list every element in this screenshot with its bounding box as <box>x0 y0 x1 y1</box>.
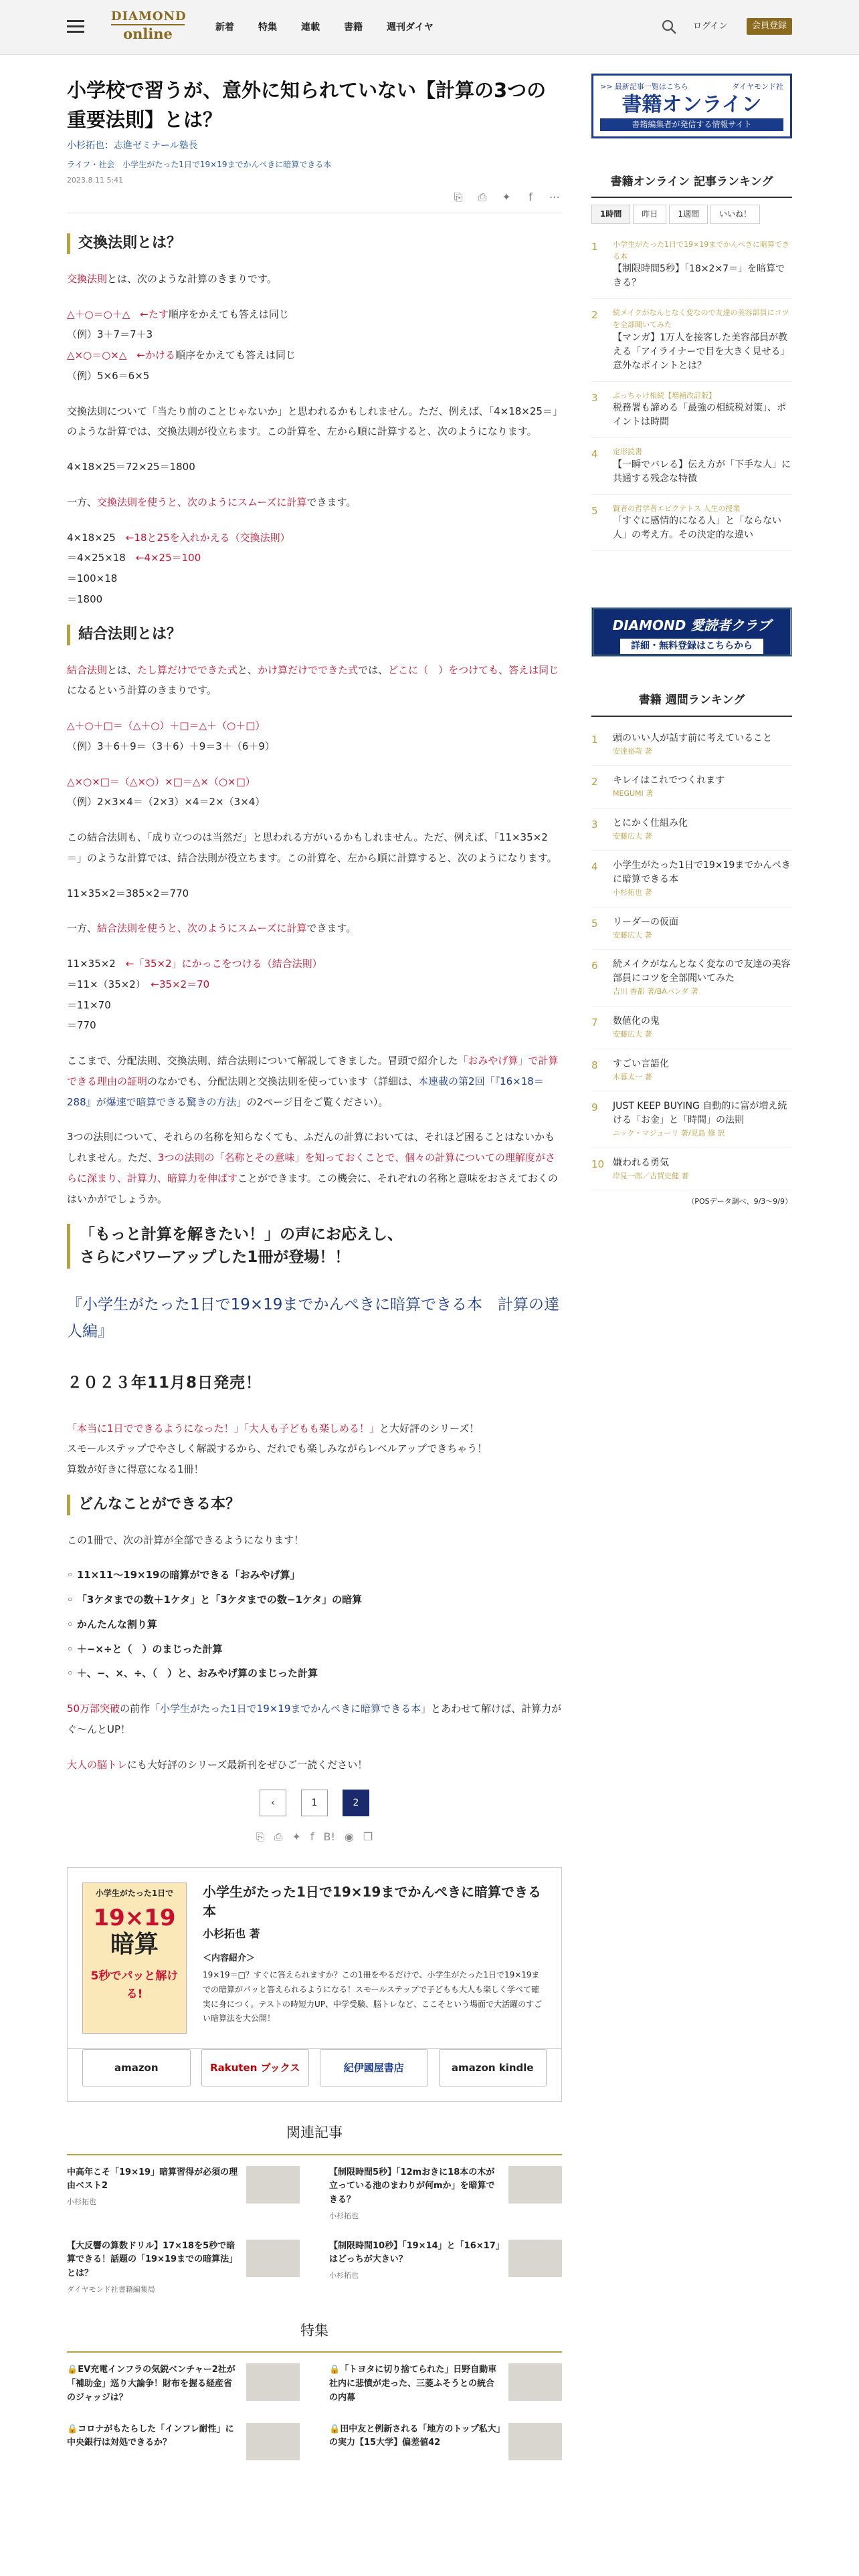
lock-icon: 🔒 <box>67 2424 78 2434</box>
article <box>67 76 562 2460</box>
rank-number: 9 <box>591 1101 598 1114</box>
book-title[interactable]: 小学生がたった1日で19×19までかんぺきに暗算できる本 <box>203 1883 541 1919</box>
book-info <box>203 1883 547 2034</box>
rank-number: 7 <box>591 1016 598 1029</box>
book-ranking-item[interactable] <box>591 907 792 950</box>
para: 結合法則とは、たし算だけでできた式と、かけ算だけでできた式では、どこに（ ）をつけても、答えは同じになるという計算のきまりです。 <box>67 663 559 697</box>
hatena-icon[interactable]: B! <box>323 1830 335 1844</box>
book-author: 安藤広大 著 <box>613 831 652 841</box>
ranking-item[interactable] <box>591 299 792 381</box>
rank-number: 5 <box>591 917 598 930</box>
heading-what: どんなことができる本？ <box>67 1495 562 1515</box>
rank-number: 3 <box>591 391 598 404</box>
book-title[interactable]: すごい言語化 <box>613 1058 669 1069</box>
related-item[interactable]: 中高年こそ「19×19」暗算習得が必須の理由ベスト2 小杉拓也 <box>67 2166 300 2222</box>
rank-title[interactable]: 【一瞬でバレる】伝え方が「下手な人」に共通する残念な特徴 <box>613 459 791 484</box>
tab-1week[interactable]: 1週間 <box>669 205 708 224</box>
ranking-item[interactable] <box>591 495 792 552</box>
publish-date: 2023.8.11 5:41 <box>67 175 124 185</box>
rank-number: 8 <box>591 1059 598 1071</box>
book-author: 木暮太一 著 <box>613 1072 652 1081</box>
book-title[interactable]: とにかく仕組み化 <box>613 817 688 829</box>
thumbnail <box>246 2240 300 2277</box>
book-ranking-item[interactable] <box>591 950 792 1006</box>
ranking-item[interactable] <box>591 231 792 299</box>
para: 50万部突破の前作「小学生がたった1日で19×19までかんぺきに暗算できる本」とあわせて解けば、計算力がぐ〜んとUP！ <box>67 1703 562 1735</box>
facebook-icon[interactable]: f <box>310 1830 314 1844</box>
nav-books[interactable]: 書籍 <box>344 22 363 33</box>
para: 交換法則とは、次のような計算のきまりです。 <box>67 272 277 285</box>
related-item[interactable]: 【大反響の算数ドリル】17×18を5秒で暗算できる！話題の「19×19までの暗算法」とは？ ダイヤモンド社書籍編集局 <box>67 2240 300 2296</box>
book-author: 安藤広大 著 <box>613 930 652 940</box>
menu-icon[interactable] <box>67 20 84 33</box>
book-ranking-item[interactable] <box>591 809 792 851</box>
book-title[interactable]: JUST KEEP BUYING 自動的に富が増え続ける「お金」と「時間」の法則 <box>613 1101 787 1126</box>
share-bar-bottom <box>67 1828 562 1846</box>
book-title[interactable]: キレイはこれでつくれます <box>613 775 725 786</box>
ranking-item[interactable] <box>591 438 792 495</box>
book-author: ニック・マジューリ 著/児島 修 訳 <box>613 1129 725 1138</box>
book-author: 安達裕哉 著 <box>613 746 652 756</box>
reader-club-banner[interactable]: DIAMOND 愛読者クラブ 詳細・無料登録はこちらから <box>591 607 792 657</box>
article-title: 小学校で習うが、意外に知られていない【計算の3つの重要法則】とは？ <box>67 79 547 131</box>
book-title[interactable]: 数値化の鬼 <box>613 1016 660 1027</box>
pagination <box>67 1790 562 1816</box>
book-ranking-item[interactable] <box>591 1049 792 1092</box>
book-title[interactable]: 嫌われる勇気 <box>613 1157 669 1168</box>
nav-series[interactable]: 連載 <box>301 22 320 33</box>
feature-item[interactable]: 🔒EV充電インフラの気鋭ベンチャー2社が「補助金」巡り大論争！財布を握る経産省のジャッジは？ <box>67 2363 300 2405</box>
equation-block: 11×35×2 ←「35×2」にかっこをつける（結合法則） ＝11×（35×2） ←35×2＝70 ＝11×70 ＝770 <box>67 958 322 1032</box>
tab-1hour[interactable]: 1時間 <box>591 205 630 224</box>
share-bar <box>67 190 562 213</box>
formula-block: △×○×□＝（△×○）×□＝△×（○×□） （例）2×3×4＝（2×3）×4＝2×（3×4） <box>67 775 266 809</box>
rank-number: 3 <box>591 818 598 831</box>
thumbnail <box>508 2166 562 2204</box>
list-item: ◦ 11×11〜19×19の暗算ができる「おみやげ算」 <box>67 1565 562 1586</box>
book-ranking-item[interactable] <box>591 1006 792 1049</box>
rank-category: 定形読書 <box>613 447 642 457</box>
heading-associative: 結合法則とは？ <box>67 625 562 645</box>
book-title[interactable]: 小学生がたった1日で19×19までかんぺきに暗算できる本 <box>613 860 791 885</box>
line-icon[interactable]: ◉ <box>344 1830 354 1844</box>
rank-title[interactable]: 「すぐに感情的になる人」と「ならない人」の考え方。その決定的な違い <box>613 516 781 541</box>
tab-likes[interactable]: いいね！ <box>710 205 760 224</box>
nav-new[interactable]: 新着 <box>215 22 234 33</box>
print-icon[interactable]: ⎙ <box>478 191 487 204</box>
prev-book-link[interactable]: 小学生がたった1日で19×19までかんぺきに暗算できる本 <box>160 1703 421 1715</box>
related-grid <box>67 2166 562 2296</box>
release-date: ２０２３年11月8日発売！ <box>67 1374 262 1392</box>
ranking-item[interactable] <box>591 382 792 439</box>
rank-number: 4 <box>591 448 598 461</box>
book-ranking-item[interactable] <box>591 1148 792 1191</box>
tab-yesterday[interactable]: 昨日 <box>633 205 666 224</box>
book-author: MEGUMI 著 <box>613 789 654 798</box>
book-intro-label: ＜内容紹介＞ <box>203 1953 256 1963</box>
facebook-icon[interactable]: f <box>529 191 533 204</box>
promo-heading: 「もっと計算を解きたい！」の声にお応えし、 さらにパワーアップした1冊が登場！！ <box>67 1224 562 1269</box>
site-header <box>0 0 859 55</box>
book-author: 岸見一郎／古賀史健 著 <box>613 1171 689 1180</box>
rank-number: 2 <box>591 776 598 788</box>
rank-number: 6 <box>591 960 598 972</box>
feature-item[interactable]: 🔒「トヨタに切り捨てられた」日野自動車社内に悲憤が走った、三菱ふそうとの統合の内幕 <box>329 2363 562 2405</box>
book-author: 吉川 香都 著/BAパンダ 著 <box>613 987 698 996</box>
book-intro: 19×19＝□？すぐに答えられますか？この1冊をやるだけで、小学生がたった1日で19×19までの暗算がパッと答えられるようになる！スモールステップで子どもも大人も楽しく学べて確実に身につく。テストの時短力UP、中学受験、脳トレなど、ここそという場面で大活躍のすごい暗算法を大公開！ <box>203 1970 543 2024</box>
rank-title[interactable]: 税務署も諦める「最強の相続税対策」、ポイントは時間 <box>613 403 786 428</box>
list-item: ◦ かんたんな割り算 <box>67 1614 562 1635</box>
rakuten-button[interactable]: Rakuten ブックス <box>201 2049 310 2086</box>
rank-number: 1 <box>591 733 598 746</box>
lock-icon: 🔒 <box>67 2365 78 2375</box>
para: 交換法則について「当たり前のことじゃないか」と思われるかもしれません。ただ、例えば、「4×18×25＝」のような計算では、交換法則が役立ちます。この計算を、左から順に計算すると、次のようになります。 <box>67 405 558 438</box>
books-online-banner[interactable]: >> 最新記事一覧はこちら ダイヤモンド社 書籍オンライン 書籍編集者が発信する情報サイト <box>591 74 792 138</box>
book-ranking-list <box>591 724 792 1191</box>
page-2-button[interactable]: 2 <box>343 1790 369 1816</box>
related-item[interactable]: 【制限時間10秒】「19×14」と「16×17」はどっちが大きい？ 小杉拓也 <box>329 2240 562 2296</box>
para: 一方、結合法則を使うと、次のようにスムーズに計算できます。 <box>67 922 357 935</box>
prev-page-button[interactable]: ‹ <box>260 1790 286 1816</box>
main-nav <box>215 20 434 35</box>
book-title[interactable]: 頭のいい人が話す前に考えていること <box>613 732 772 744</box>
clip-icon[interactable]: ⎘ <box>256 1830 265 1844</box>
sidebar <box>591 74 792 1208</box>
amazon-button[interactable]: amazon <box>82 2049 191 2086</box>
feature-grid <box>67 2363 562 2460</box>
formula-block: △＋○＋□＝（△＋○）＋□＝△＋（○＋□） （例）3＋6＋9＝（3＋6）＋9＝3＋（6＋9） <box>67 720 275 752</box>
para: 大人の脳トレにも大好評のシリーズ最新刊をぜひご一読ください！ <box>67 1758 368 1771</box>
more-icon[interactable]: ⋯ <box>549 191 560 204</box>
rank-number: 10 <box>591 1158 605 1170</box>
ranking-list <box>591 231 792 551</box>
article-author[interactable]: 小杉拓也：志進ゼミナール塾長 <box>67 140 198 151</box>
thumbnail <box>508 2423 562 2460</box>
nav-weekly[interactable]: 週刊ダイヤ <box>387 22 434 33</box>
kinokuniya-button[interactable]: 紀伊國屋書店 <box>320 2049 428 2086</box>
thumbnail <box>508 2240 562 2277</box>
equation: 11×35×2＝385×2＝770 <box>67 887 189 899</box>
book-ranking-item[interactable] <box>591 851 792 907</box>
book-ranking-item[interactable] <box>591 724 792 766</box>
copy-icon[interactable]: ❐ <box>363 1830 373 1844</box>
rank-category: ぶっちゃけ相続【増補改訂版】 <box>613 391 716 400</box>
list-item: ◦ 「3ケタまでの数＋1ケタ」と「3ケタまでの数−1ケタ」の暗算 <box>67 1590 562 1610</box>
related-heading: 関連記事 <box>67 2122 562 2155</box>
para: ここまで、分配法則、交換法則、結合法則について解説してきました。冒頭で紹介した「おみやげ算」で計算できる理由の証明のなかでも、分配法則と交換法則を使っています（詳細は、本連載の第2回「『16×18＝288』が爆速で暗算できる驚きの方法」の2ページ目をご覧ください）。 <box>67 1055 559 1108</box>
formula-block: △＋○＝○＋△ ←たす順序をかえても答えは同じ （例）3＋7＝7＋3 △×○＝○×△ ←かける順序をかえても答えは同じ （例）5×6＝6×5 <box>67 308 296 382</box>
book-card <box>67 1867 562 2049</box>
book-ranking-item[interactable] <box>591 1091 792 1148</box>
rank-number: 4 <box>591 861 598 873</box>
nav-feature[interactable]: 特集 <box>258 22 277 33</box>
para: 「本当に1日でできるようになった！」「大人も子どもも楽しめる！」と大好評のシリーズ！ スモールステップでやさしく解説するから、だれでも楽しみながらレベルアップできちゃう！ 算数が好きに得意になる1冊！ <box>67 1422 488 1476</box>
rank-title[interactable]: 【マンガ】1万人を接客した美容部員が教える「アイライナーで目を大きく見せる」意外なポイントとは？ <box>613 332 790 371</box>
book-author: 小杉拓也 著 <box>613 888 652 897</box>
store-links <box>67 2049 562 2102</box>
breadcrumb[interactable]: ライフ・社会 小学生がたった1日で19×19までかんぺきに暗算できる本 <box>67 160 332 170</box>
related-item[interactable]: 【制限時間5秒】「12mおきに18本の木が立っている池のまわりが何mか」を暗算できる？ 小杉拓也 <box>329 2166 562 2222</box>
pos-note: （POSデータ調べ、9/3〜9/9） <box>687 1197 792 1206</box>
thumbnail <box>246 2166 300 2204</box>
ranking-tabs <box>591 205 792 224</box>
series-link[interactable]: 本連載の第2回「『16×18＝288』が爆速で暗算できる驚きの方法」 <box>67 1075 544 1108</box>
thumbnail <box>246 2363 300 2401</box>
thumbnail <box>508 2363 562 2401</box>
book-cover[interactable]: 小学生がたった1日で 19×19 暗算 5秒でパッと解ける! <box>82 1883 187 2034</box>
register-button[interactable]: 会員登録 <box>747 18 792 35</box>
site-logo[interactable]: DIAMOND online <box>111 9 187 42</box>
list-item: ◦ ＋、−、×、÷、（ ）と、おみやげ算のまじった計算 <box>67 1663 562 1684</box>
page-1-button[interactable]: 1 <box>301 1790 328 1816</box>
feature-heading: 特集 <box>67 2320 562 2353</box>
list-item: ◦ ＋−×÷と（ ）のまじった計算 <box>67 1639 562 1660</box>
thumbnail <box>246 2423 300 2460</box>
para: 一方、交換法則を使うと、次のようにスムーズに計算できます。 <box>67 496 357 508</box>
book-link[interactable]: 『小学生がたった1日で19×19までかんぺきに暗算できる本 計算の達人編』 <box>67 1295 559 1341</box>
para: この1冊で、次の計算が全部できるようになります！ <box>67 1533 304 1546</box>
para: この結合法則も、「成り立つのは当然だ」と思われる方がいるかもしれません。ただ、例えば、「11×35×2＝」のような計算では、結合法則が役立ちます。この計算を、左から順に計算すると、次のようになります。 <box>67 831 557 864</box>
para: 3つの法則について、それらの名称を知らなくても、ふだんの計算においては、それほど困ることはないかもしれません。ただ、3つの法則の「名称とその意味」を知っておくことで、個々の計算についての理解度がさらに深まり、計算力、暗算力を伸ばすことができます。この機会に、それぞれの名称と意味をおさえておくのはいかがでしょうか。 <box>67 1131 558 1205</box>
print-icon[interactable]: ⎙ <box>274 1830 283 1844</box>
rank-number: 1 <box>591 241 598 253</box>
book-author: 小杉拓也 著 <box>203 1927 260 1940</box>
rank-category: 賢者の哲学者エピクテトス 人生の授業 <box>613 504 741 513</box>
lock-icon: 🔒 <box>329 2365 341 2375</box>
rank-number: 5 <box>591 504 598 517</box>
equation-block: 4×18×25 ←18と25を入れかえる（交換法則） ＝4×25×18 ←4×25＝100 ＝100×18 ＝1800 <box>67 531 290 605</box>
feature-item[interactable]: 🔒コロナがもたらした「インフレ耐性」に中央銀行は対処できるか？ <box>67 2423 300 2460</box>
search-icon[interactable] <box>661 19 677 35</box>
feature-item[interactable]: 🔒田中友と例新される「地方のトップ私大」の実力【15大学】偏差値42 <box>329 2423 562 2460</box>
heading-exchange: 交換法則とは？ <box>67 233 562 254</box>
book-title[interactable]: リーダーの仮面 <box>613 916 678 928</box>
feature-list <box>67 1565 562 1684</box>
book-ranking-item[interactable] <box>591 766 792 809</box>
login-link[interactable]: ログイン <box>693 21 728 31</box>
rank-category: 続メイクがなんとなく変なので友達の美容部員にコツを全部聞いてみた <box>613 308 789 329</box>
twitter-icon[interactable]: ✦ <box>292 1830 301 1844</box>
book-author: 安藤広大 著 <box>613 1030 652 1039</box>
book-title[interactable]: 続メイクがなんとなく変なので友達の美容部員にコツを全部聞いてみた <box>613 959 791 984</box>
equation: 4×18×25＝72×25＝1800 <box>67 461 195 473</box>
kindle-button[interactable]: amazon kindle <box>439 2049 547 2086</box>
rank-category: 小学生がたった1日で19×19までかんぺきに暗算できる本 <box>613 240 789 261</box>
rank-title[interactable]: 【制限時間5秒】「18×2×7＝」を暗算できる？ <box>613 263 785 289</box>
article-body <box>67 233 562 1775</box>
rank-number: 2 <box>591 309 598 322</box>
clip-icon[interactable]: ⎘ <box>454 191 463 204</box>
twitter-icon[interactable]: ✦ <box>502 191 511 204</box>
ranking-title: 書籍オンライン 記事ランキング <box>591 173 792 198</box>
lock-icon: 🔒 <box>329 2424 341 2434</box>
book-ranking-title: 書籍 週間ランキング <box>591 691 792 716</box>
